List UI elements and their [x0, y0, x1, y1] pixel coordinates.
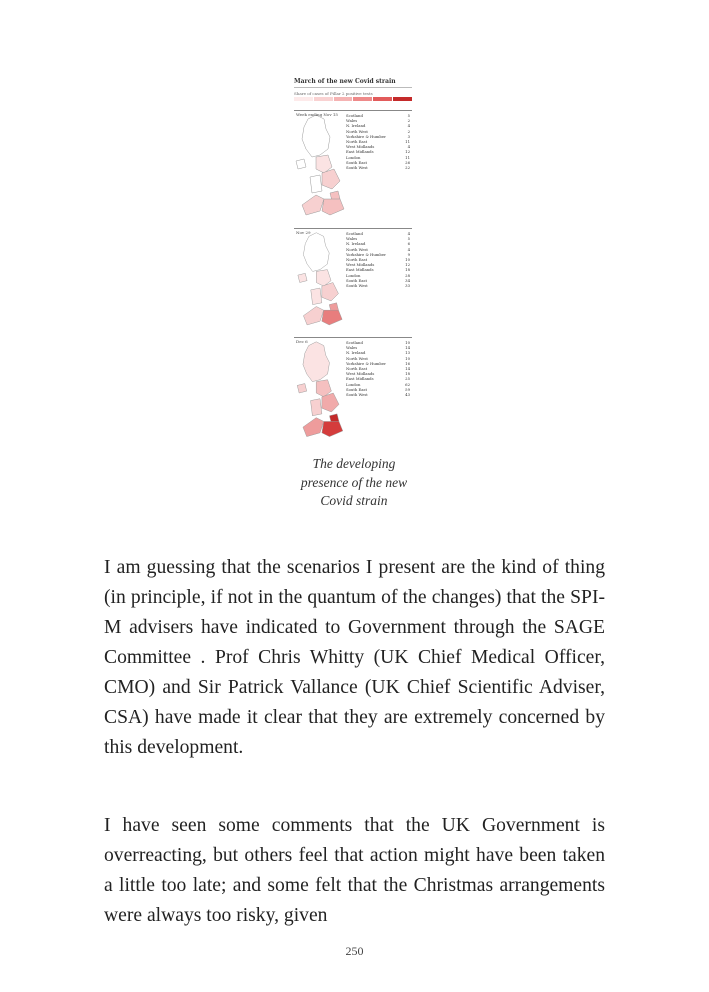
region-name: North West: [346, 128, 368, 134]
region-value: 10: [405, 355, 410, 361]
region-name: East Midlands: [346, 267, 374, 273]
region-value: 10: [405, 340, 410, 345]
covid-strain-figure: [294, 78, 412, 398]
region-name: West Midlands: [346, 144, 375, 150]
region-value: 18: [405, 371, 410, 377]
map-region-england-mid: [322, 283, 339, 301]
legend-swatch: [294, 97, 313, 101]
region-name: Scotland: [346, 340, 363, 345]
region-value: 11: [405, 154, 410, 160]
region-name: London: [346, 381, 361, 387]
region-name: North East: [346, 257, 368, 263]
region-value: 11: [405, 139, 410, 145]
region-row: [346, 392, 410, 397]
map-region-south-east: [322, 199, 344, 215]
region-value: 62: [405, 381, 410, 387]
region-name: South West: [346, 165, 368, 171]
region-value: 3: [407, 133, 410, 139]
map-region-ni: [296, 159, 306, 169]
region-name: East Midlands: [346, 376, 374, 382]
region-value: 4: [407, 246, 410, 252]
map-region-south-west: [303, 418, 324, 437]
uk-map: [294, 338, 346, 448]
region-value: 22: [405, 165, 410, 171]
region-list: [346, 340, 410, 397]
region-value: 5: [407, 113, 410, 118]
map-panel-dec6: [294, 337, 412, 448]
map-panel-nov29: [294, 228, 412, 336]
legend-swatch: [334, 97, 353, 101]
region-name: East Midlands: [346, 149, 374, 155]
region-value: 2: [407, 118, 410, 124]
region-value: 5: [407, 236, 410, 242]
region-value: 16: [405, 360, 410, 366]
region-name: South East: [346, 277, 368, 283]
map-region-scotland: [303, 233, 329, 272]
map-panel-nov15: [294, 110, 412, 227]
region-value: 26: [405, 159, 410, 165]
map-region-south-west: [303, 306, 323, 324]
region-value: 13: [405, 350, 410, 356]
legend-swatch: [314, 97, 333, 101]
map-region-wales: [311, 399, 322, 416]
map-region-wales: [310, 175, 322, 193]
region-name: Scotland: [346, 231, 363, 236]
map-region-wales: [311, 288, 322, 305]
region-value: 4: [407, 231, 410, 236]
figure-caption: The developing presence of the new Covid strain: [300, 456, 408, 508]
region-name: Yorkshire & Humber: [346, 133, 386, 139]
map-region-south-east: [322, 421, 343, 436]
map-region-scotland: [303, 342, 330, 382]
color-legend: [294, 97, 412, 101]
region-value: 12: [405, 149, 410, 155]
region-name: North West: [346, 355, 368, 361]
region-value: 14: [405, 366, 410, 372]
region-name: N. Ireland: [346, 123, 366, 129]
legend-swatch: [353, 97, 372, 101]
region-value: 9: [407, 251, 410, 257]
map-region-south-west: [302, 195, 324, 215]
legend-swatch: [373, 97, 392, 101]
region-list: [346, 231, 410, 288]
region-value: 34: [405, 277, 410, 283]
region-name: Wales: [346, 236, 358, 242]
region-value: 33: [405, 283, 410, 289]
region-name: South East: [346, 159, 368, 165]
region-value: 6: [407, 241, 410, 247]
region-name: West Midlands: [346, 371, 375, 377]
region-name: Yorkshire & Humber: [346, 251, 386, 257]
region-value: 43: [405, 392, 410, 398]
region-name: Scotland: [346, 113, 363, 118]
region-value: 59: [405, 386, 410, 392]
region-list: [346, 113, 410, 170]
uk-map: [294, 229, 346, 336]
region-name: London: [346, 154, 361, 160]
region-row: [346, 165, 410, 170]
region-name: London: [346, 272, 361, 278]
uk-map: [294, 111, 346, 227]
legend-swatch: [393, 97, 412, 101]
region-name: Wales: [346, 118, 358, 124]
legend-label: Share of cases of Pillar 2 positive tests: [294, 91, 373, 96]
region-name: North East: [346, 139, 368, 145]
region-name: South West: [346, 283, 368, 289]
body-paragraph: I am guessing that the scenarios I present are the kind of thing (in principle, if not in the quantum of the changes) that the SPI-M advisers have indicated to Government through the SAGE Committee . Prof Chris Whitty (UK Chief Medical Officer, CMO) and Sir Patrick Vallance (UK Chief Scientific Adviser, CSA) have made it clear that they are extremely concerned by this development.: [104, 557, 605, 758]
map-region-ni: [298, 273, 307, 282]
map-region-scotland: [302, 115, 330, 157]
map-region-england-mid: [322, 393, 339, 412]
region-value: 2: [407, 128, 410, 134]
panel-date: Nov 29: [296, 230, 311, 235]
region-name: Wales: [346, 345, 358, 351]
region-name: South West: [346, 392, 368, 398]
panel-date: Dec 6: [296, 339, 308, 344]
region-name: N. Ireland: [346, 241, 366, 247]
region-value: 25: [405, 376, 410, 382]
page-number: 250: [345, 944, 364, 958]
region-name: N. Ireland: [346, 350, 366, 356]
region-value: 10: [405, 257, 410, 263]
region-value: 28: [405, 272, 410, 278]
region-name: North West: [346, 246, 368, 252]
map-region-ni: [297, 384, 306, 393]
region-name: South East: [346, 386, 368, 392]
region-name: Yorkshire & Humber: [346, 360, 386, 366]
region-value: 4: [407, 144, 410, 150]
map-region-england-mid: [322, 169, 340, 189]
region-name: West Midlands: [346, 262, 375, 268]
body-paragraph: I have seen some comments that the UK Government is overreacting, but others feel that action might have been taken a little too late; and some felt that the Christmas arrangements were always too risky, given: [104, 815, 605, 926]
figure-title: March of the new Covid strain: [294, 78, 412, 88]
region-row: [346, 283, 410, 288]
panel-date: Week ending Nov 15: [296, 112, 338, 117]
region-name: North East: [346, 366, 368, 372]
region-value: 14: [405, 345, 410, 351]
region-value: 12: [405, 262, 410, 268]
region-value: 4: [407, 123, 410, 129]
region-value: 18: [405, 267, 410, 273]
map-region-south-east: [322, 310, 342, 325]
